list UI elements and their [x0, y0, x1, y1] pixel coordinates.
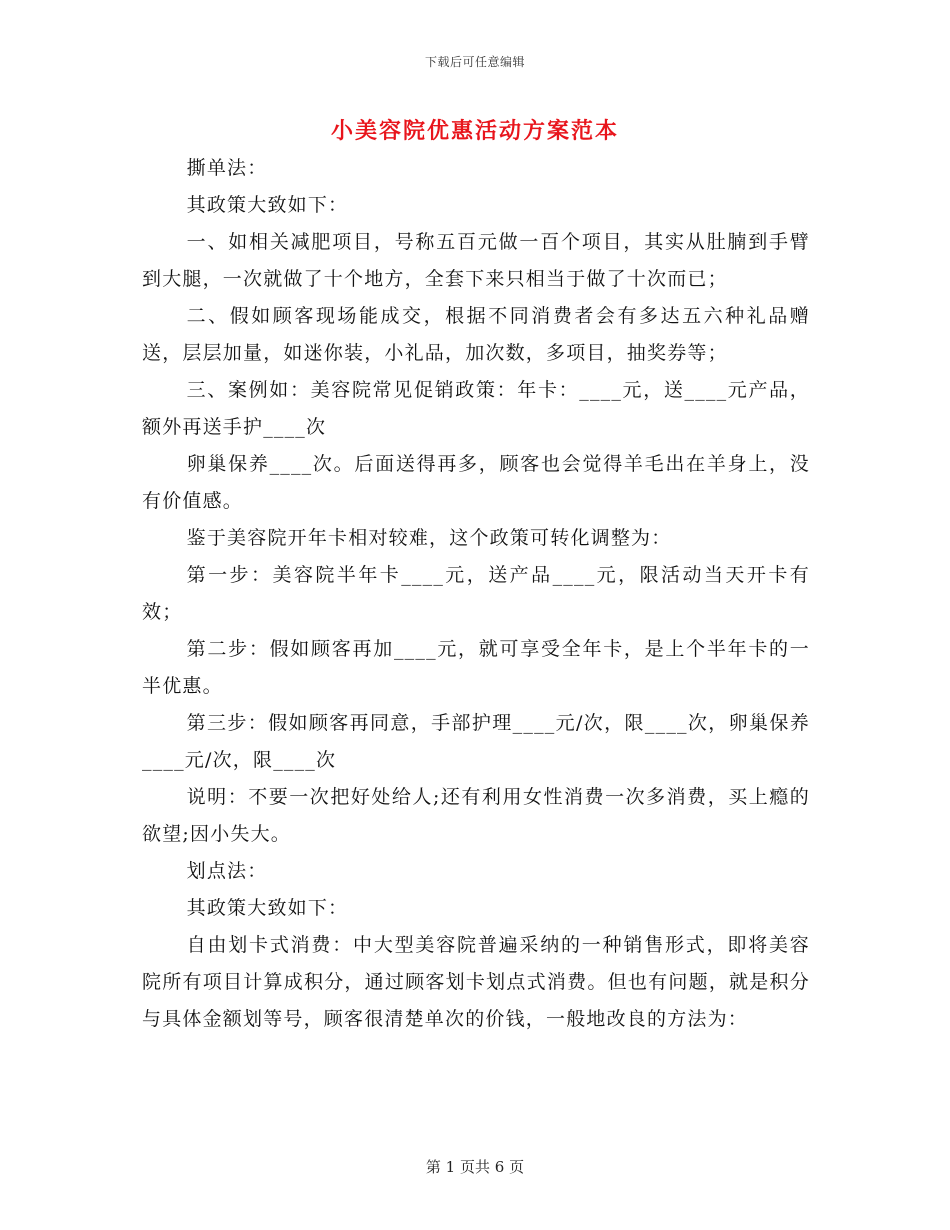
page-number-footer: 第 1 页共 6 页	[425, 1158, 525, 1176]
paragraph: 第一步：美容院半年卡____元，送产品____元，限活动当天开卡有效；	[142, 564, 810, 623]
paragraph: 划点法：	[186, 860, 268, 882]
paragraph: 其政策大致如下：	[186, 194, 349, 216]
paragraph: 一、如相关减肥项目，号称五百元做一百个项目，其实从肚腩到手臂到大腿，一次就做了十个地方，全套下来只相当于做了十次而已；	[142, 231, 810, 290]
document-title: 小美容院优惠活动方案范本	[330, 118, 619, 144]
paragraph: 鉴于美容院开年卡相对较难，这个政策可转化调整为：	[186, 527, 672, 549]
paragraph: 第二步：假如顾客再加____元，就可享受全年卡，是上个半年卡的一半优惠。	[142, 638, 810, 697]
paragraph: 其政策大致如下：	[186, 897, 349, 919]
document-body	[142, 150, 810, 1038]
paragraph: 二、假如顾客现场能成交，根据不同消费者会有多达五六种礼品赠送，层层加量，如迷你装，小礼品，加次数，多项目，抽奖券等；	[142, 305, 810, 364]
paragraph: 说明：不要一次把好处给人;还有利用女性消费一次多消费，买上瘾的欲望;因小失大。	[142, 786, 810, 845]
paragraph: 三、案例如：美容院常见促销政策：年卡：____元，送____元产品，额外再送手护____次	[142, 379, 810, 438]
paragraph: 卵巢保养____次。后面送得再多，顾客也会觉得羊毛出在羊身上，没有价值感。	[142, 453, 810, 512]
paragraph: 第三步：假如顾客再同意，手部护理____元/次，限____次，卵巢保养____元/次，限____次	[142, 712, 810, 771]
paragraph: 撕单法：	[186, 157, 268, 179]
page-header-note: 下载后可任意编辑	[424, 55, 525, 69]
paragraph: 自由划卡式消费：中大型美容院普遍采纳的一种销售形式，即将美容院所有项目计算成积分，通过顾客划卡划点式消费。但也有问题，就是积分与具体金额划等号，顾客很清楚单次的价钱，一般地改良的方法为：	[142, 934, 810, 1030]
